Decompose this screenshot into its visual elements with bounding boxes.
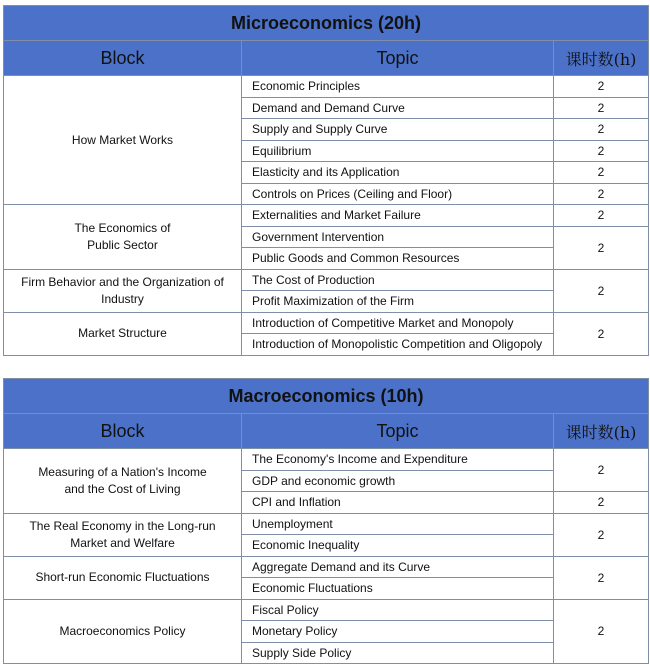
topic-cell: Monetary Policy (242, 621, 554, 643)
topic-cell: Government Intervention (242, 226, 554, 248)
macroeconomics-table (3, 378, 649, 664)
topic-cell: Public Goods and Common Resources (242, 248, 554, 270)
block-label: Short-run Economic Fluctuations (4, 556, 242, 599)
hours-cell: 2 (554, 205, 649, 227)
block-label-line: The Real Economy in the Long-run (29, 518, 216, 533)
block-label: Macroeconomics Policy (4, 599, 242, 664)
topic-cell: GDP and economic growth (242, 470, 554, 492)
hours-cell: 2 (554, 183, 649, 205)
block-label-line: Industry (101, 291, 144, 306)
block-label (4, 205, 242, 270)
table-title: Macroeconomics (10h) (4, 379, 649, 414)
topic-cell: Economic Inequality (242, 535, 554, 557)
block-label (4, 449, 242, 514)
hours-cell: 2 (554, 513, 649, 556)
hours-cell: 2 (554, 492, 649, 514)
topic-cell: Elasticity and its Application (242, 162, 554, 184)
hours-cell: 2 (554, 269, 649, 312)
hours-cell: 2 (554, 449, 649, 492)
hours-cell: 2 (554, 76, 649, 98)
topic-cell: Fiscal Policy (242, 599, 554, 621)
topic-cell: Supply and Supply Curve (242, 119, 554, 141)
topic-cell: Aggregate Demand and its Curve (242, 556, 554, 578)
topic-cell: The Economy's Income and Expenditure (242, 449, 554, 471)
topic-cell: Controls on Prices (Ceiling and Floor) (242, 183, 554, 205)
block-label-line: Firm Behavior and the Organization of (21, 274, 224, 289)
topic-cell: Externalities and Market Failure (242, 205, 554, 227)
column-header-block: Block (4, 41, 242, 76)
hours-cell: 2 (554, 599, 649, 664)
block-label-line: and the Cost of Living (64, 481, 181, 496)
topic-cell: Economic Fluctuations (242, 578, 554, 600)
block-label-line: Public Sector (87, 237, 158, 252)
hours-cell: 2 (554, 119, 649, 141)
block-label: Market Structure (4, 312, 242, 355)
topic-cell: CPI and Inflation (242, 492, 554, 514)
hours-cell: 2 (554, 312, 649, 355)
block-label (4, 269, 242, 312)
topic-cell: Introduction of Monopolistic Competition and Oligopoly (242, 334, 554, 356)
hours-cell: 2 (554, 162, 649, 184)
block-label (4, 513, 242, 556)
column-header-block: Block (4, 414, 242, 449)
topic-cell: Equilibrium (242, 140, 554, 162)
hours-cell: 2 (554, 226, 649, 269)
block-label-line: Market and Welfare (70, 535, 175, 550)
table-title: Microeconomics (20h) (4, 6, 649, 41)
column-header-hours: 课时数(h) (554, 41, 649, 76)
block-label-line: The Economics of (74, 220, 171, 235)
hours-cell: 2 (554, 97, 649, 119)
topic-cell: Profit Maximization of the Firm (242, 291, 554, 313)
block-label-line: Measuring of a Nation's Income (38, 464, 207, 479)
topic-cell: The Cost of Production (242, 269, 554, 291)
topic-cell: Economic Principles (242, 76, 554, 98)
block-label: How Market Works (4, 76, 242, 205)
topic-cell: Supply Side Policy (242, 642, 554, 664)
column-header-topic: Topic (242, 414, 554, 449)
hours-cell: 2 (554, 556, 649, 599)
hours-cell: 2 (554, 140, 649, 162)
column-header-topic: Topic (242, 41, 554, 76)
topic-cell: Introduction of Competitive Market and Monopoly (242, 312, 554, 334)
column-header-hours: 课时数(h) (554, 414, 649, 449)
topic-cell: Unemployment (242, 513, 554, 535)
microeconomics-table (3, 5, 649, 356)
topic-cell: Demand and Demand Curve (242, 97, 554, 119)
